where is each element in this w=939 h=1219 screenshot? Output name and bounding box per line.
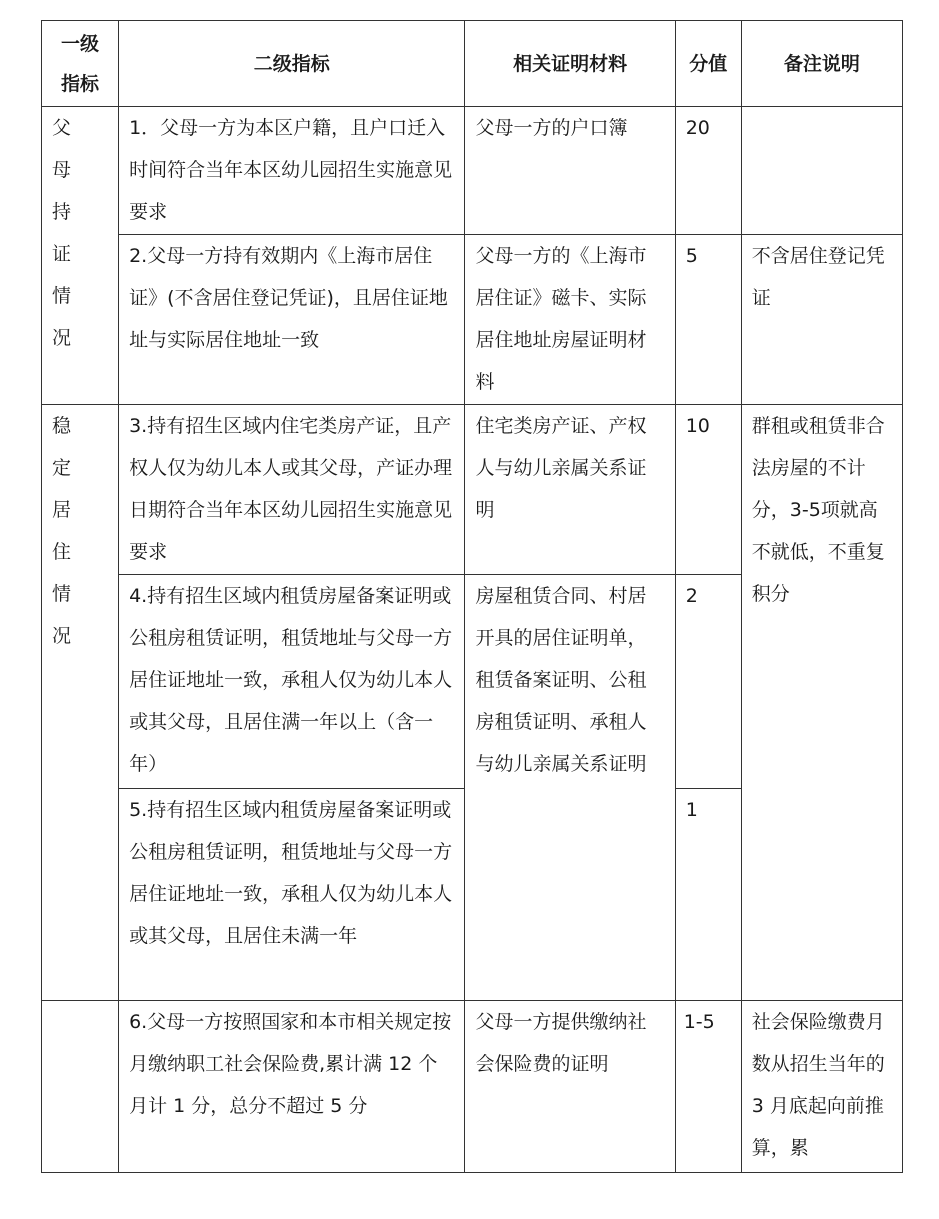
materials-cell: 住宅类房产证、产权人与幼儿亲属关系证明 [465,405,675,575]
score-cell: 1 [675,789,741,1001]
materials-cell: 父母一方提供缴纳社会保险费的证明 [465,1001,675,1173]
indicator-cell: 4.持有招生区域内租赁房屋备案证明或公租房租赁证明，租赁地址与父母一方居住证地址一致，承租人仅为幼儿本人或其父母，且居住满一年以上（含一年） [119,575,465,789]
table-row [42,235,903,405]
indicator-cell: 5.持有招生区域内租赁房屋备案证明或公租房租赁证明，租赁地址与父母一方居住证地址一致，承租人仅为幼儿本人或其父母，且居住未满一年 [119,789,465,1001]
indicator-cell: 3.持有招生区域内住宅类房产证，且产权人仅为幼儿本人或其父母，产证办理日期符合当年本区幼儿园招生实施意见要求 [119,405,465,575]
materials-cell: 父母一方的《上海市居住证》磁卡、实际居住地址房屋证明材料 [465,235,675,405]
header-level2: 二级指标 [119,21,465,107]
materials-cell: 父母一方的户口簿 [465,107,675,235]
shared-remarks-cell: 群租或租赁非合法房屋的不计分，3-5项就高不就低，不重复积分 [741,405,902,1001]
table-header-row [42,21,903,107]
score-cell: 1-5 [675,1001,741,1173]
kindergarten-points-table [41,20,903,1173]
header-score: 分值 [675,21,741,107]
shared-materials-cell: 房屋租赁合同、村居开具的居住证明单，租赁备案证明、公租房租赁证明、承租人与幼儿亲属关系证明 [465,575,675,1001]
score-cell: 2 [675,575,741,789]
table-row [42,107,903,235]
table-row [42,405,903,575]
indicator-cell: 2.父母一方持有效期内《上海市居住证》(不含居住登记凭证)，且居住证地址与实际居住地址一致 [119,235,465,405]
table-row [42,1001,903,1173]
score-cell: 5 [675,235,741,405]
header-materials: 相关证明材料 [465,21,675,107]
indicator-cell: 6.父母一方按照国家和本市相关规定按月缴纳职工社会保险费,累计满 12 个月计 1 分，总分不超过 5 分 [119,1001,465,1173]
score-cell: 20 [675,107,741,235]
remarks-cell [741,107,902,235]
remarks-cell: 社会保险缴费月数从招生当年的 3 月底起向前推算，累 [741,1001,902,1173]
header-remarks: 备注说明 [741,21,902,107]
section-label-parent-permits: 父母持证情况 [42,107,119,405]
section-label-stable-residence: 稳定居住情况 [42,405,119,1001]
remarks-cell: 不含居住登记凭证 [741,235,902,405]
section-label-empty [42,1001,119,1173]
header-level1: 一级指标 [42,21,119,107]
score-cell: 10 [675,405,741,575]
indicator-cell: 1．父母一方为本区户籍，且户口迁入时间符合当年本区幼儿园招生实施意见要求 [119,107,465,235]
